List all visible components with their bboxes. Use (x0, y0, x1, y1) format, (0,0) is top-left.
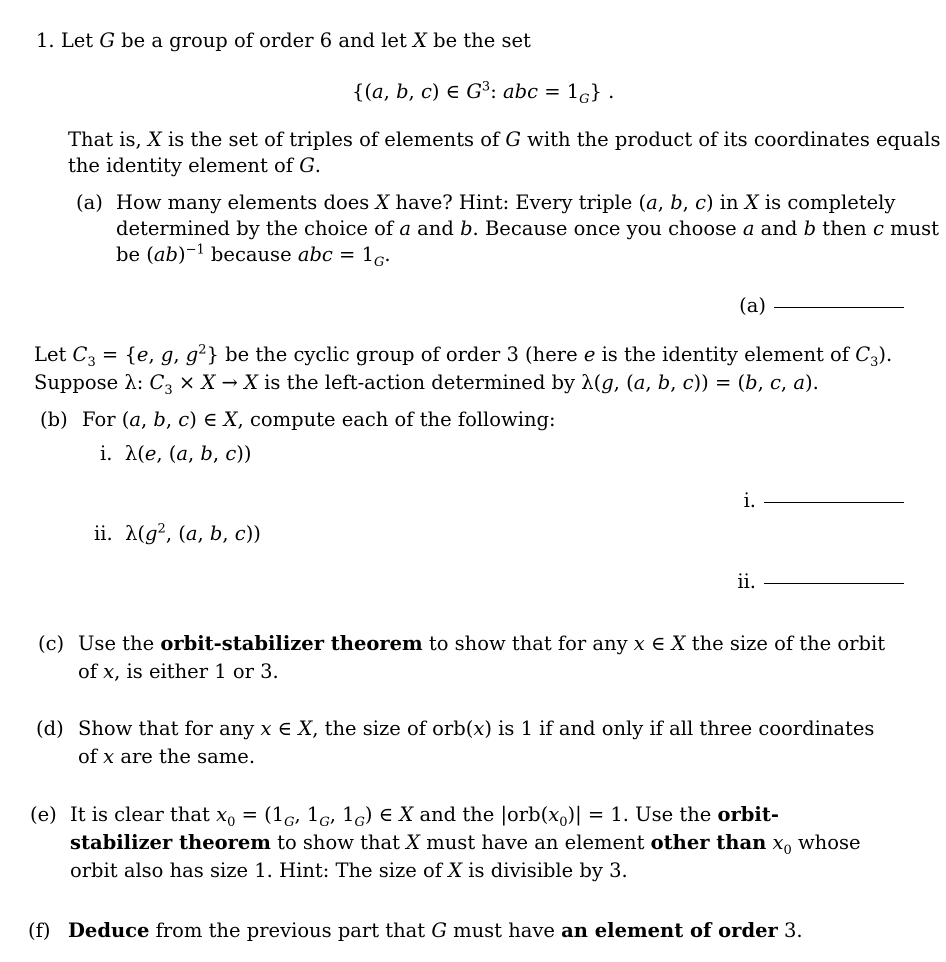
part-b-i: i. λ(e, (a, b, c)) (100, 442, 252, 465)
answer-line-a[interactable] (774, 306, 904, 308)
part-f-line: Deduce from the previous part that G must have an element of order 3. (68, 919, 803, 942)
part-a-label: (a) (76, 191, 103, 214)
answer-blank-b-ii[interactable] (737, 568, 904, 595)
part-a-line-1: How many elements does X have? Hint: Every triple (a, b, c) in X is completely (116, 191, 896, 214)
part-e-line-3: orbit also has size 1. Hint: The size of X is divisible by 3. (70, 859, 628, 882)
answer-blank-a[interactable] (739, 292, 904, 319)
part-a-line-2: determined by the choice of a and b. Because once you choose a and b then c must (116, 217, 939, 240)
answer-label-a: (a) (739, 294, 766, 317)
problem-intro: 1. Let G be a group of order 6 and let X be the set (36, 29, 531, 52)
part-e-line-1: It is clear that $x_0 = (1_G$, $1_G$, $1_G$) ∈ X and the $|orb(x_0)| = 1$. Use the orbit- (70, 803, 779, 830)
part-a-line-3: be (ab)$^{-1}$ because abc = $1_G$. (116, 242, 391, 270)
cyclic-line-1: Let $C_3 = \{e$, g, $g^2$} be the cyclic group of order 3 (here e is the identity element of $C_3$). (34, 342, 893, 370)
answer-blank-b-i[interactable] (744, 487, 904, 514)
part-c-label: (c) (38, 632, 65, 655)
answer-line-b-ii[interactable] (764, 582, 904, 584)
part-b-ii: ii. $\lambda(g^2$, (a, b, c)) (94, 521, 261, 545)
part-d-label: (d) (36, 717, 64, 740)
part-b-label: (b) (40, 408, 68, 431)
answer-label-b-i: i. (743, 489, 756, 512)
part-e-line-2: stabilizer theorem to show that X must have an element other than $x_0$ whose (70, 831, 861, 858)
part-d-line-2: of x are the same. (78, 745, 256, 768)
answer-label-b-ii: ii. (737, 570, 756, 593)
explain-line-1: That is, X is the set of triples of elements of G with the product of its coordinates equals (68, 128, 941, 151)
problem-number: 1. (36, 29, 55, 52)
set-display: {(a, b, c) ∈ $G^3$: abc = $1_G$} . (352, 79, 615, 107)
part-d-line-1: Show that for any x ∈ X, the size of orb(x) is 1 if and only if all three coordinates (78, 717, 875, 740)
part-b-line: For (a, b, c) ∈ X, compute each of the following: (82, 408, 556, 431)
part-c-line-2: of x, is either 1 or 3. (78, 660, 279, 683)
explain-line-2: the identity element of G. (68, 154, 321, 177)
part-c-line-1: Use the orbit-stabilizer theorem to show that for any x ∈ X the size of the orbit (78, 632, 886, 655)
part-e-label: (e) (30, 803, 57, 826)
answer-line-b-i[interactable] (764, 501, 904, 503)
part-f-label: (f) (28, 919, 51, 942)
cyclic-line-2: Suppose λ: $C_3 \times X \to X$ is the left-action determined by λ(g, (a, b, c)) = (b, c, a). (34, 371, 819, 398)
